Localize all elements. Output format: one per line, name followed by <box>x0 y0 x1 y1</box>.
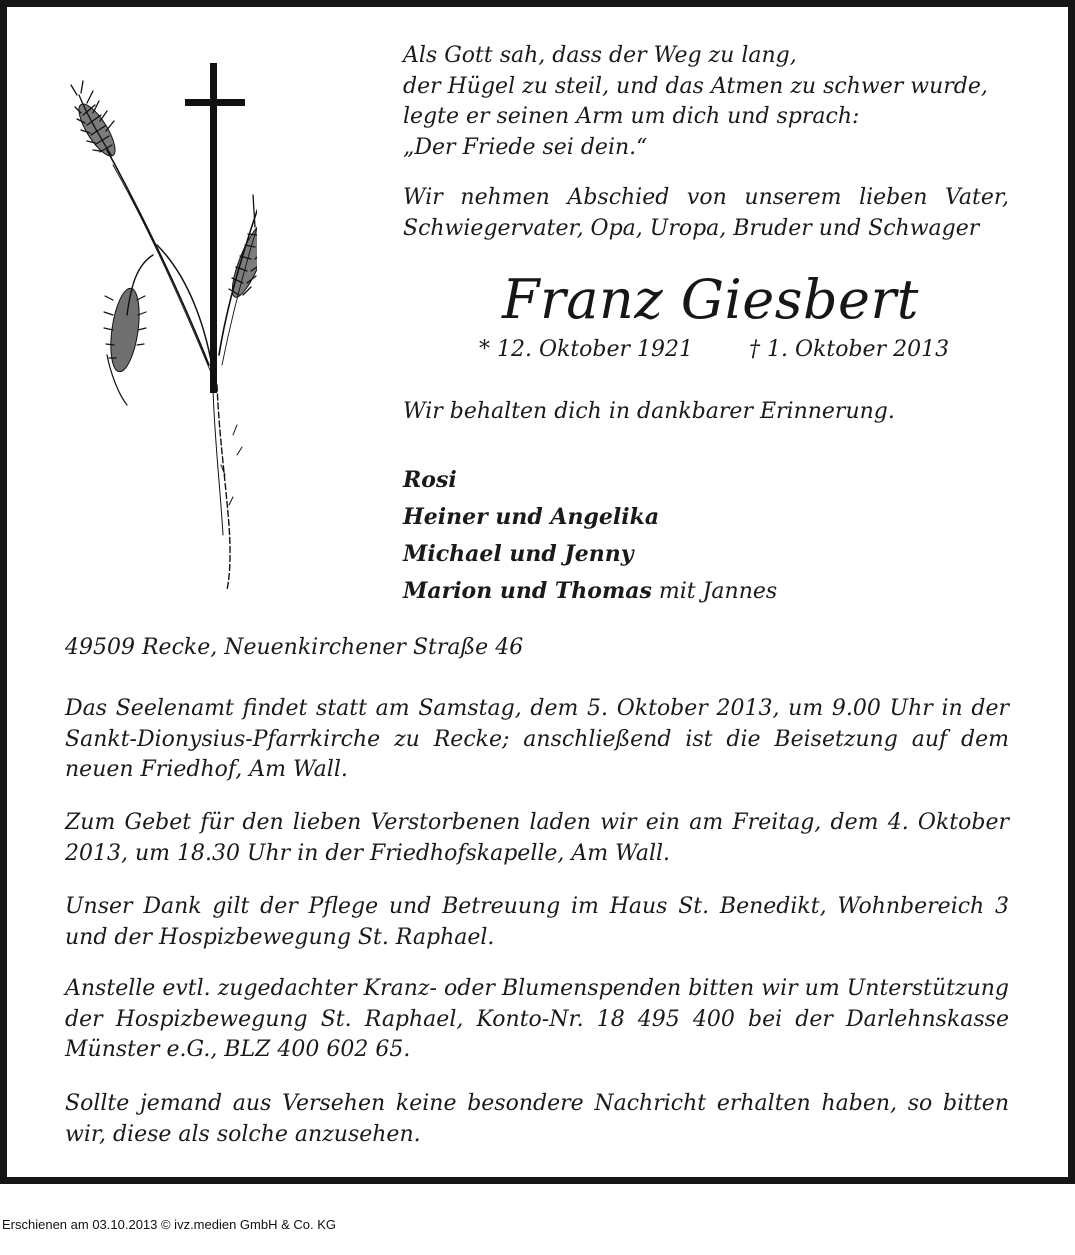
life-dates <box>479 335 959 366</box>
poem-line: „Der Friede sei dein.“ <box>403 134 648 160</box>
poem-line: Als Gott sah, dass der Weg zu lang, <box>403 43 797 68</box>
death-date: † 1. Oktober 2013 <box>749 337 950 362</box>
farewell-text <box>403 183 1009 244</box>
poem-line: der Hügel zu steil, und das Atmen zu schwer wurde, <box>403 73 988 99</box>
family-signatures <box>403 462 1018 610</box>
donation-paragraph: Anstelle evtl. zugedachter Kranz- oder Blumenspenden bitten wir um Unterstützung der Hospizbewegung St. Raphael, Konto-Nr. 18 495 400 bei der Darlehnskasse Münster e.G., BLZ 400 602 65. <box>65 976 1009 1062</box>
farewell-line: Wir nehmen Abschied von unserem lieben Vater, <box>403 185 1009 210</box>
family-address: 49509 Recke, Neuenkirchener Straße 46 <box>65 635 524 660</box>
family-names: Heiner und Angelika <box>403 504 660 530</box>
poem-line: legte er seinen Arm um dich und sprach: <box>403 104 860 129</box>
farewell-line: Schwiegervater, Opa, Uropa, Bruder und Schwager <box>403 215 980 241</box>
family-member <box>403 536 1018 573</box>
cross-with-wheat-ears-icon <box>67 55 257 595</box>
obituary-content <box>7 7 1068 1177</box>
poem <box>403 41 1018 163</box>
remembrance-line: Wir behalten dich in dankbarer Erinnerung. <box>403 399 895 424</box>
notice-paragraph: Sollte jemand aus Versehen keine besondere Nachricht erhalten haben, so bitten wir, diese als solche anzusehen. <box>65 1091 1009 1147</box>
publication-footer: Erschienen am 03.10.2013 © ivz.medien GmbH & Co. KG <box>2 1217 337 1232</box>
birth-date: * 12. Oktober 1921 <box>479 337 694 362</box>
family-member <box>403 462 1018 499</box>
family-suffix: mit Jannes <box>651 579 778 604</box>
thanks-paragraph: Unser Dank gilt der Pflege und Betreuung im Haus St. Benedikt, Wohnbereich 3 und der Hospizbewegung St. Raphael. <box>65 894 1009 950</box>
deceased-name: Franz Giesbert <box>502 268 919 331</box>
family-names: Marion und Thomas <box>403 578 652 604</box>
family-names: Rosi <box>403 467 457 493</box>
family-names: Michael und Jenny <box>403 541 634 567</box>
prayer-paragraph: Zum Gebet für den lieben Verstorbenen laden wir ein am Freitag, dem 4. Oktober 2013, um 18.30 Uhr in der Friedhofskapelle, Am Wall. <box>65 810 1009 866</box>
family-member <box>403 573 1018 610</box>
requiem-paragraph: Das Seelenamt findet statt am Samstag, dem 5. Oktober 2013, um 9.00 Uhr in der Sankt-Dionysius-Pfarrkirche zu Recke; anschließend ist die Beisetzung auf dem neuen Friedhof, Am Wall. <box>65 696 1009 782</box>
family-member <box>403 499 1018 536</box>
